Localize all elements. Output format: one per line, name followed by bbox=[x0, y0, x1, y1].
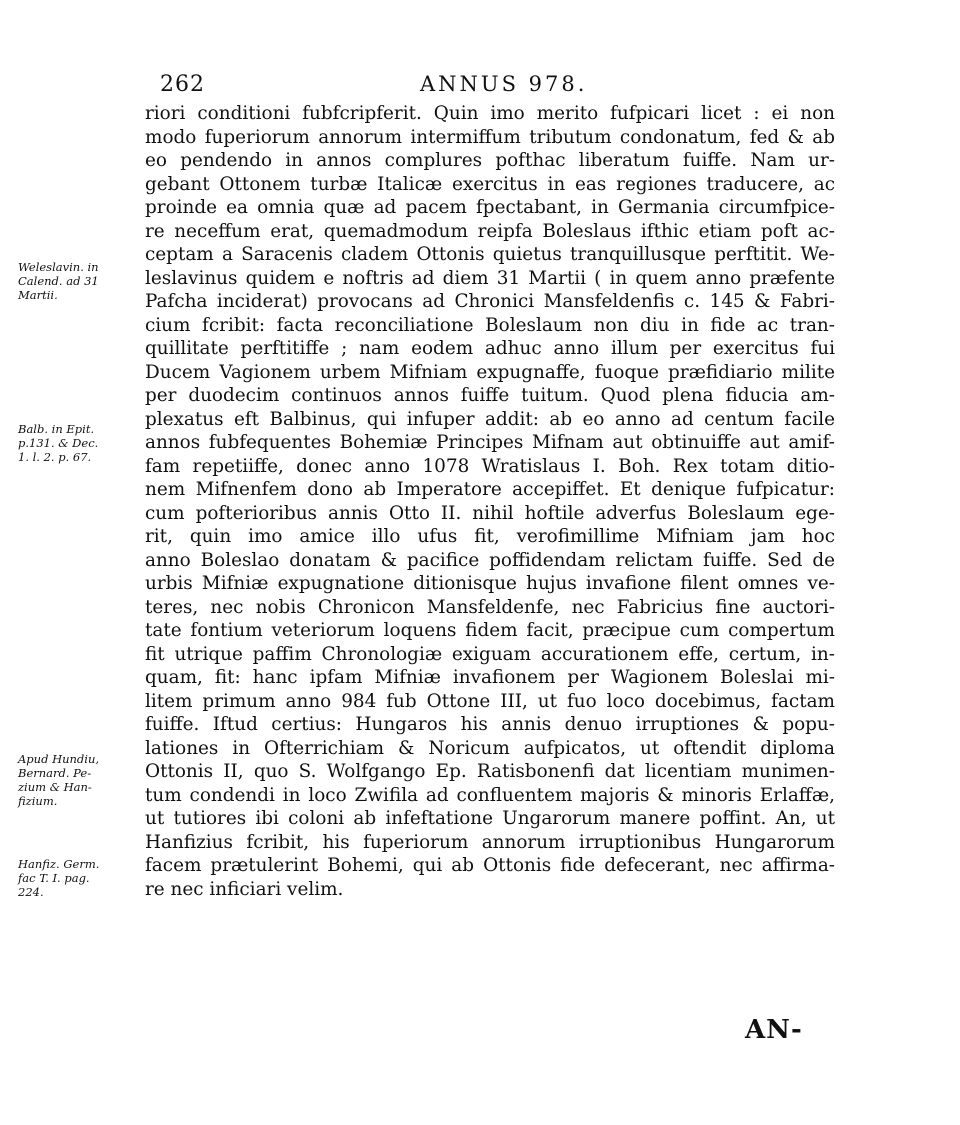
margin-note-line: zium & Han- bbox=[18, 780, 92, 794]
margin-note-line: Hanfiz. Germ. bbox=[18, 857, 100, 871]
text-line: nem Mifnenfem dono ab Imperatore accepiffet. Et denique fufpicatur: bbox=[145, 479, 835, 500]
text-line: lationes in Ofterrichiam & Noricum aufpicatos, ut oftendit diploma bbox=[145, 737, 835, 759]
text-line: proinde ea omnia quæ ad pacem fpectabant, in Germania circumfpice- bbox=[145, 197, 835, 218]
text-line: quam, fit: hanc ipfam Mifniæ invafionem per Wagionem Boleslai mi- bbox=[145, 667, 835, 688]
margin-note-line: fizium. bbox=[18, 794, 58, 808]
text-line: fuiffe. Iftud certius: Hungaros his annis denuo irruptiones & popu- bbox=[145, 714, 835, 735]
page-number: 262 bbox=[160, 72, 205, 97]
text-line: re nec inficiari velim. bbox=[145, 878, 344, 900]
text-line: rit, quin imo amice illo ufus fit, verofimillime Mifniam jam hoc bbox=[145, 526, 835, 547]
text-line: teres, nec nobis Chronicon Mansfeldenfe, nec Fabricius fine auctori- bbox=[145, 596, 835, 618]
text-line: leslavinus quidem e noftris ad diem 31 Martii ( in quem anno præfente bbox=[145, 267, 835, 289]
text-line: fam repetiiffe, donec anno 1078 Wratislaus I. Boh. Rex totam ditio- bbox=[145, 455, 835, 477]
text-line: facem prætulerint Bohemi, qui ab Ottonis fide defecerant, nec affirma- bbox=[145, 855, 835, 876]
running-title: ANNUS 978. bbox=[420, 72, 588, 96]
text-line: Ottonis II, quo S. Wolfgango Ep. Ratisbonenfi dat licentiam munimen- bbox=[145, 761, 835, 782]
margin-note-line: Bernard. Pe- bbox=[18, 766, 92, 780]
text-line: tate fontium veteriorum loquens fidem facit, præcipue cum compertum bbox=[145, 620, 835, 641]
text-line: riori conditioni fubfcripferit. Quin imo merito fufpicari licet : ei non bbox=[145, 103, 835, 124]
margin-note-line: p.131. & Dec. bbox=[18, 436, 99, 450]
text-line: gebant Ottonem turbæ Italicæ exercitus in eas regiones traducere, ac bbox=[145, 173, 835, 195]
margin-note bbox=[18, 260, 148, 302]
text-line: quillitate perftitiffe ; nam eodem adhuc anno illum per exercitus fui bbox=[145, 338, 835, 359]
text-line: fit utrique paffim Chronologiæ exiguam accurationem effe, certum, in- bbox=[145, 643, 835, 665]
text-line: cum pofterioribus annis Otto II. nihil hoftile adverfus Boleslaum ege- bbox=[145, 502, 835, 524]
margin-note-line: 1. l. 2. p. 67. bbox=[18, 450, 92, 464]
margin-note-line: 224. bbox=[18, 885, 44, 899]
margin-note-line: Martii. bbox=[18, 288, 58, 302]
running-head bbox=[160, 72, 800, 98]
text-line: ceptam a Saracenis cladem Ottonis quietus tranquillusque perftitit. We- bbox=[145, 244, 835, 265]
margin-note-line: Weleslavin. in bbox=[18, 260, 99, 274]
margin-note bbox=[18, 422, 148, 464]
margin-note bbox=[18, 752, 148, 808]
text-line: annos fubfequentes Bohemiæ Principes Mifnam aut obtinuiffe aut amif- bbox=[145, 432, 835, 453]
text-line: litem primum anno 984 fub Ottone III, ut fuo loco docebimus, factam bbox=[145, 690, 835, 712]
catchword: AN- bbox=[745, 1015, 803, 1045]
text-line: eo pendendo in annos complures pofthac liberatum fuiffe. Nam ur- bbox=[145, 150, 835, 171]
text-line: plexatus eft Balbinus, qui infuper addit: ab eo anno ad centum facile bbox=[145, 408, 835, 430]
text-line: urbis Mifniæ expugnatione ditionisque hujus invafione filent omnes ve- bbox=[145, 573, 835, 594]
text-line: Hanfizius fcribit, his fuperiorum annorum irruptionibus Hungarorum bbox=[145, 831, 835, 853]
main-text bbox=[145, 102, 835, 901]
text-line: cium fcribit: facta reconciliatione Boleslaum non diu in fide ac tran- bbox=[145, 314, 835, 336]
margin-note bbox=[18, 857, 148, 899]
margin-note-line: fac T. I. pag. bbox=[18, 871, 90, 885]
text-line: re neceffum erat, quemadmodum reipfa Boleslaus ifthic etiam poft ac- bbox=[145, 220, 835, 242]
text-line: Pafcha inciderat) provocans ad Chronici Mansfeldenfis c. 145 & Fabri- bbox=[145, 291, 835, 312]
text-line: anno Boleslao donatam & pacifice poffidendam relictam fuiffe. Sed de bbox=[145, 549, 835, 571]
margin-note-line: Balb. in Epit. bbox=[18, 422, 95, 436]
text-line: Ducem Vagionem urbem Mifniam expugnaffe, fuoque præfidiario milite bbox=[145, 361, 835, 383]
text-line: modo fuperiorum annorum intermiffum tributum condonatum, fed & ab bbox=[145, 126, 835, 148]
text-line: tum condendi in loco Zwifila ad confluentem majoris & minoris Erlaffæ, bbox=[145, 784, 835, 806]
margin-note-line: Apud Hundiu, bbox=[18, 752, 100, 766]
text-line: per duodecim continuos annos fuiffe tuitum. Quod plena fiducia am- bbox=[145, 385, 835, 406]
text-line: ut tutiores ibi coloni ab infeftatione Ungarorum manere poffint. An, ut bbox=[145, 808, 835, 829]
margin-note-line: Calend. ad 31 bbox=[18, 274, 99, 288]
